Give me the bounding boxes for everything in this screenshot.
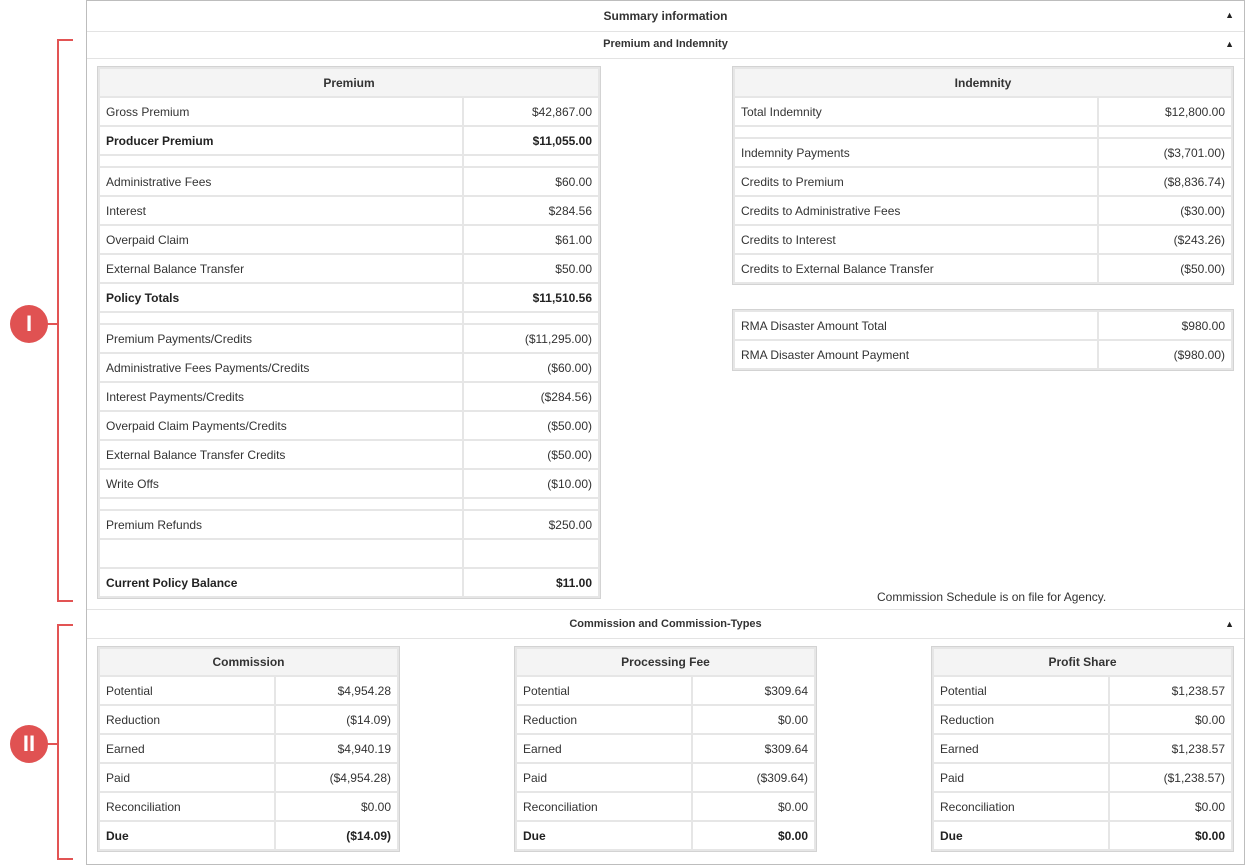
row-value: ($8,836.74)	[1098, 167, 1232, 196]
row-label	[99, 539, 463, 568]
table-row	[99, 225, 599, 254]
table-row	[516, 705, 815, 734]
row-label: Credits to Administrative Fees	[734, 196, 1098, 225]
row-value: ($980.00)	[1098, 340, 1232, 369]
row-label: Indemnity Payments	[734, 138, 1098, 167]
row-value: $0.00	[692, 705, 815, 734]
row-label: Paid	[516, 763, 692, 792]
row-value: $50.00	[463, 254, 599, 283]
table-row	[933, 705, 1232, 734]
row-label: Premium Payments/Credits	[99, 324, 463, 353]
table-row	[734, 138, 1232, 167]
row-label: Write Offs	[99, 469, 463, 498]
indemnity-table	[733, 67, 1233, 284]
row-label: Premium Refunds	[99, 510, 463, 539]
row-label: RMA Disaster Amount Total	[734, 311, 1098, 340]
row-label: Administrative Fees	[99, 167, 463, 196]
table-row	[516, 676, 815, 705]
spacer-cell	[734, 126, 1098, 138]
spacer-cell	[463, 312, 599, 324]
row-label: External Balance Transfer	[99, 254, 463, 283]
table-row	[933, 821, 1232, 850]
row-value: ($3,701.00)	[1098, 138, 1232, 167]
row-value: $11,055.00	[463, 126, 599, 155]
spacer-cell	[99, 155, 463, 167]
table-row	[99, 167, 599, 196]
row-label: Paid	[933, 763, 1109, 792]
row-value: ($50.00)	[1098, 254, 1232, 283]
row-label: Due	[933, 821, 1109, 850]
spacer-row	[734, 126, 1232, 138]
row-value: $0.00	[1109, 705, 1232, 734]
commission-header[interactable]	[87, 609, 1244, 639]
row-label: Interest	[99, 196, 463, 225]
row-value: ($60.00)	[463, 353, 599, 382]
table-row	[99, 792, 398, 821]
premium-table	[98, 67, 600, 598]
row-value: $11,510.56	[463, 283, 599, 312]
row-value: $284.56	[463, 196, 599, 225]
table-row	[734, 340, 1232, 369]
table-row	[933, 676, 1232, 705]
commission-schedule-note: Commission Schedule is on file for Agency.	[877, 590, 1107, 604]
table-row	[734, 225, 1232, 254]
row-value: $61.00	[463, 225, 599, 254]
row-label: Reduction	[99, 705, 275, 734]
row-label: Total Indemnity	[734, 97, 1098, 126]
row-label: Potential	[933, 676, 1109, 705]
commission-table-title: Commission	[99, 648, 398, 676]
table-row	[734, 311, 1232, 340]
processing-fee-table-title: Processing Fee	[516, 648, 815, 676]
table-row	[734, 254, 1232, 283]
row-label: External Balance Transfer Credits	[99, 440, 463, 469]
row-label: Credits to Interest	[734, 225, 1098, 254]
section-i-bracket	[57, 39, 73, 602]
row-label: Due	[516, 821, 692, 850]
row-label: Reconciliation	[99, 792, 275, 821]
row-value: ($11,295.00)	[463, 324, 599, 353]
summary-title: Summary information	[603, 9, 728, 23]
table-row	[99, 763, 398, 792]
table-row	[99, 676, 398, 705]
row-value: $0.00	[1109, 821, 1232, 850]
row-value: $42,867.00	[463, 97, 599, 126]
spacer-row	[99, 498, 599, 510]
collapse-caret-icon[interactable]: ▲	[1225, 619, 1234, 629]
commission-table	[98, 647, 399, 851]
section-ii-bracket	[57, 624, 73, 860]
collapse-caret-icon[interactable]: ▲	[1225, 39, 1234, 49]
profit-share-table	[932, 647, 1233, 851]
table-row	[99, 324, 599, 353]
row-label: Producer Premium	[99, 126, 463, 155]
row-value: $60.00	[463, 167, 599, 196]
table-row	[99, 126, 599, 155]
row-label: Earned	[933, 734, 1109, 763]
table-row	[99, 821, 398, 850]
row-label: Overpaid Claim	[99, 225, 463, 254]
row-label: Earned	[99, 734, 275, 763]
section-ii-marker: II	[10, 725, 48, 763]
table-row	[99, 196, 599, 225]
summary-header[interactable]	[87, 0, 1244, 32]
section-i-marker: I	[10, 305, 48, 343]
table-row	[99, 469, 599, 498]
row-value: $0.00	[275, 792, 398, 821]
table-row	[734, 167, 1232, 196]
spacer-row	[99, 155, 599, 167]
row-label: Gross Premium	[99, 97, 463, 126]
row-value: ($309.64)	[692, 763, 815, 792]
row-value: $12,800.00	[1098, 97, 1232, 126]
row-value	[463, 539, 599, 568]
commission-section-title: Commission and Commission-Types	[569, 618, 762, 630]
table-row	[933, 763, 1232, 792]
row-value: $309.64	[692, 676, 815, 705]
table-row	[516, 821, 815, 850]
row-label: Paid	[99, 763, 275, 792]
spacer-cell	[463, 498, 599, 510]
row-label: Credits to Premium	[734, 167, 1098, 196]
row-label: RMA Disaster Amount Payment	[734, 340, 1098, 369]
row-value: ($243.26)	[1098, 225, 1232, 254]
row-value: ($284.56)	[463, 382, 599, 411]
spacer-cell	[99, 312, 463, 324]
row-value: ($4,954.28)	[275, 763, 398, 792]
premium-indemnity-header[interactable]	[87, 30, 1244, 59]
row-label: Reduction	[516, 705, 692, 734]
processing-fee-table	[515, 647, 816, 851]
spacer-cell	[99, 498, 463, 510]
row-value: ($50.00)	[463, 411, 599, 440]
row-value: $250.00	[463, 510, 599, 539]
spacer-cell	[463, 155, 599, 167]
row-label: Reconciliation	[933, 792, 1109, 821]
row-label: Current Policy Balance	[99, 568, 463, 597]
premium-indemnity-title: Premium and Indemnity	[603, 38, 728, 50]
collapse-caret-icon[interactable]: ▲	[1225, 10, 1234, 20]
table-row	[99, 411, 599, 440]
row-value: $0.00	[692, 821, 815, 850]
spacer-row	[99, 312, 599, 324]
row-value: ($10.00)	[463, 469, 599, 498]
row-value: ($50.00)	[463, 440, 599, 469]
table-row	[99, 539, 599, 568]
table-row	[99, 283, 599, 312]
row-label: Due	[99, 821, 275, 850]
table-row	[99, 734, 398, 763]
table-row	[99, 510, 599, 539]
row-label: Overpaid Claim Payments/Credits	[99, 411, 463, 440]
row-value: $1,238.57	[1109, 676, 1232, 705]
spacer-cell	[1098, 126, 1232, 138]
row-value: $4,940.19	[275, 734, 398, 763]
premium-table-title: Premium	[99, 68, 599, 97]
table-row	[734, 97, 1232, 126]
table-row	[99, 705, 398, 734]
table-row	[933, 792, 1232, 821]
row-value: ($1,238.57)	[1109, 763, 1232, 792]
table-row	[516, 792, 815, 821]
row-value: ($14.09)	[275, 821, 398, 850]
table-row	[516, 763, 815, 792]
table-row	[99, 382, 599, 411]
table-row	[99, 568, 599, 597]
table-row	[516, 734, 815, 763]
row-label: Earned	[516, 734, 692, 763]
row-value: $980.00	[1098, 311, 1232, 340]
row-value: $11.00	[463, 568, 599, 597]
profit-share-table-title: Profit Share	[933, 648, 1232, 676]
table-row	[99, 254, 599, 283]
row-value: $0.00	[692, 792, 815, 821]
table-row	[933, 734, 1232, 763]
table-row	[99, 440, 599, 469]
row-label: Reconciliation	[516, 792, 692, 821]
row-label: Potential	[516, 676, 692, 705]
row-label: Potential	[99, 676, 275, 705]
row-value: $1,238.57	[1109, 734, 1232, 763]
row-label: Policy Totals	[99, 283, 463, 312]
row-value: ($30.00)	[1098, 196, 1232, 225]
row-value: $309.64	[692, 734, 815, 763]
row-value: $0.00	[1109, 792, 1232, 821]
row-value: ($14.09)	[275, 705, 398, 734]
indemnity-table-title: Indemnity	[734, 68, 1232, 97]
row-label: Administrative Fees Payments/Credits	[99, 353, 463, 382]
row-label: Reduction	[933, 705, 1109, 734]
rma-table	[733, 310, 1233, 370]
row-value: $4,954.28	[275, 676, 398, 705]
table-row	[99, 97, 599, 126]
row-label: Interest Payments/Credits	[99, 382, 463, 411]
table-row	[734, 196, 1232, 225]
row-label: Credits to External Balance Transfer	[734, 254, 1098, 283]
table-row	[99, 353, 599, 382]
